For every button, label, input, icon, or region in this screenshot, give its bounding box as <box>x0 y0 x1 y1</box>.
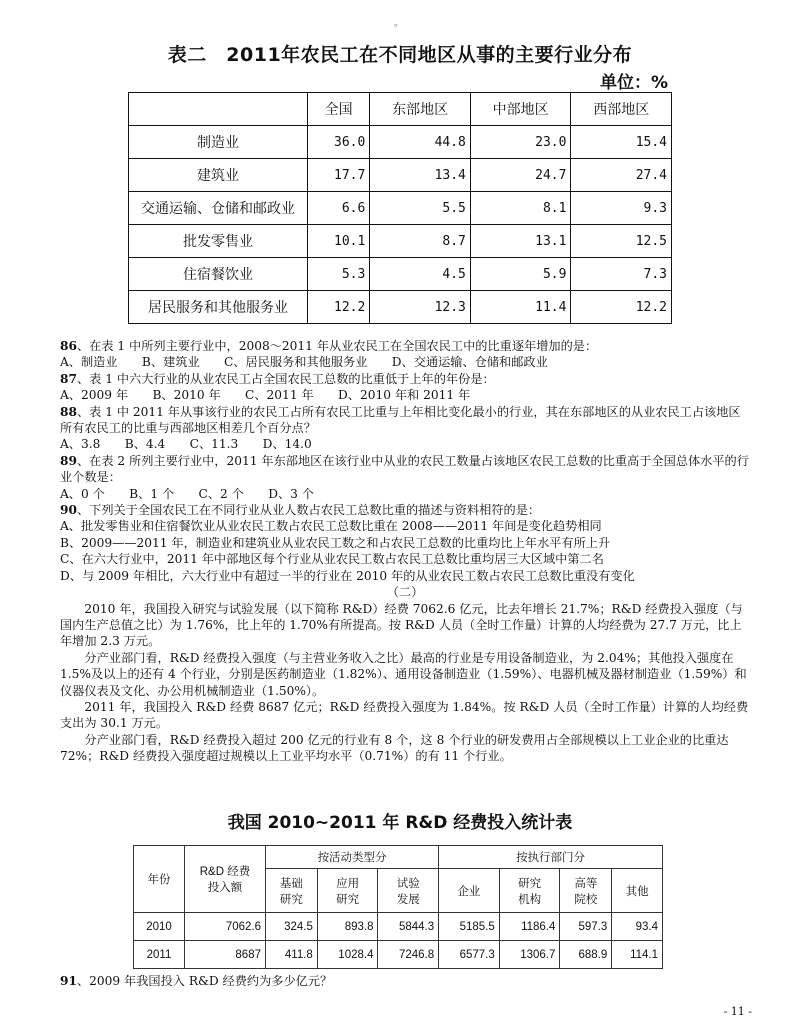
paragraph-1: 2010 年，我国投入研究与试验发展（以下简称 R&D）经费 7062.6 亿元，比去年增长 21.7%；R&D 经费投入强度（与国内生产总值之比）为 1.76%，比上年的 1.70%有所提高。按 R&D 人员（全时工作量）计算的人均经费为 27.7 万元，比上年增加 2.3 万元。 <box>60 601 743 649</box>
question-number: 88 <box>60 404 77 419</box>
cell-value: 6.6 <box>308 192 370 225</box>
table3-header-row <box>134 846 663 869</box>
table-row <box>129 126 672 159</box>
page-number: - 11 - <box>723 1005 752 1018</box>
table2-title: 表二 2011年农民工在不同地区从事的主要行业分布 <box>167 44 633 66</box>
table2-header-cell: 西部地区 <box>571 93 672 126</box>
cell-value: 7.3 <box>571 258 672 291</box>
question-option-b: B、2009——2011 年，制造业和建筑业从业农民工数之和占农民工总数的比重均比上年水平有所上升 <box>60 535 611 550</box>
cell-value: 13.1 <box>470 225 571 258</box>
question-number: 86 <box>60 339 77 353</box>
table3-subheader: 基础 研究 <box>266 869 318 913</box>
table-row <box>129 192 672 225</box>
question-text: 、在表 2 所列主要行业中，2011 年东部地区在该行业中从业的农民工数量占该地区农民工总数的比重高于全国总体水平的行业个数是： <box>60 453 749 485</box>
question-86 <box>60 338 750 354</box>
table-row <box>134 941 663 969</box>
question-options: A、0 个 B、1 个 C、2 个 D、3 个 <box>60 486 314 501</box>
cell-value: 24.7 <box>470 159 571 192</box>
question-option-a: A、批发零售业和住宿餐饮业从业农民工数占农民工总数比重在 2008——2011 年间是变化趋势相同 <box>60 519 602 534</box>
question-text: 、表 1 中六大行业的从业农民工占全国农民工总数的比重低于上年的年份是： <box>76 371 495 386</box>
cell-value: 12.2 <box>571 291 672 324</box>
question-options: A、2009 年 B、2010 年 C、2011 年 D、2010 年和 2011 年 <box>60 388 471 403</box>
paragraph-4: 分产业部门看，R&D 经费投入超过 200 亿元的行业有 8 个，这 8 个行业的研发费用占全部规模以上工业企业的比重达 72%；R&D 经费投入强度超过规模以上工业平均水平（0.71%）的有 11 个行业。 <box>60 732 729 764</box>
question-number: 90 <box>60 503 77 518</box>
cell-value: 15.4 <box>571 126 672 159</box>
question-option-c: C、在六大行业中，2011 年中部地区每个行业从业农民工数占农民工总数比重均居三大区域中第二名 <box>60 552 604 567</box>
table2-corner-cell <box>129 93 308 126</box>
row-label: 制造业 <box>129 126 308 159</box>
cell-value: 9.3 <box>571 192 672 225</box>
row-label: 住宿餐饮业 <box>129 258 308 291</box>
cell-value: 1028.4 <box>317 941 378 969</box>
question-options: A、3.8 B、4.4 C、11.3 D、14.0 <box>60 437 312 452</box>
table2-header-row <box>129 93 672 126</box>
table3-total-header: R&D 经费 投入额 <box>185 846 266 913</box>
row-year: 2010 <box>134 913 185 941</box>
cell-value: 114.1 <box>612 941 663 969</box>
question-89 <box>60 453 750 486</box>
row-label: 交通运输、仓储和邮政业 <box>129 192 308 225</box>
cell-value: 411.8 <box>266 941 318 969</box>
cell-value: 7062.6 <box>185 913 266 941</box>
question-block <box>60 338 750 765</box>
question-number: 89 <box>60 453 77 468</box>
cell-value: 1186.4 <box>499 913 560 941</box>
cell-value: 13.4 <box>370 159 471 192</box>
cell-value: 23.0 <box>470 126 571 159</box>
cell-value: 36.0 <box>308 126 370 159</box>
cell-value: 597.3 <box>560 913 612 941</box>
row-label: 居民服务和其他服务业 <box>129 291 308 324</box>
table2-unit: 单位：% <box>599 73 668 93</box>
cell-value: 8.7 <box>370 225 471 258</box>
table3-group-sector: 按执行部门分 <box>439 846 663 869</box>
question-91 <box>60 972 332 989</box>
cell-value: 688.9 <box>560 941 612 969</box>
table-row <box>129 225 672 258</box>
table3-group-activity: 按活动类型分 <box>266 846 439 869</box>
table3-subheader: 研究 机构 <box>499 869 560 913</box>
row-year: 2011 <box>134 941 185 969</box>
question-text: 、2009 年我国投入 R&D 经费约为多少亿元？ <box>76 974 333 988</box>
paragraph-3: 2011 年，我国投入 R&D 经费 8687 亿元；R&D 经费投入强度为 1.84%。按 R&D 人员（全时工作量）计算的人均经费支出为 30.1 万元。 <box>60 699 749 731</box>
question-90 <box>60 502 750 518</box>
cell-value: 5.3 <box>308 258 370 291</box>
cell-value: 11.4 <box>470 291 571 324</box>
table3-subheader: 试验 发展 <box>378 869 439 913</box>
question-text: 、在表 1 中所列主要行业中，2008～2011 年从业农民工在全国农民工中的比重逐年增加的是： <box>76 339 598 353</box>
row-label: 建筑业 <box>129 159 308 192</box>
question-number: 91 <box>60 974 77 988</box>
table2 <box>128 92 672 324</box>
paragraph-2: 分产业部门看，R&D 经费投入强度（与主营业务收入之比）最高的行业是专用设备制造业，为 2.04%；其他投入强度在 1.5%及以上的还有 4 个行业，分别是医药制造业（1.82%）、通用设备制造业（1.59%）、电器机械及器材制造业（1.59%）和仪器仪表及文化、办公用机械制造业（1.50%）。 <box>60 650 747 698</box>
table-row <box>129 291 672 324</box>
cell-value: 893.8 <box>317 913 378 941</box>
cell-value: 10.1 <box>308 225 370 258</box>
question-text: 、表 1 中 2011 年从事该行业的农民工占所有农民工比重与上年相比变化最小的行业，其在东部地区的从业农民工占该地区所有农民工的比重与西部地区相差几个百分点？ <box>60 404 741 436</box>
question-option-d: D、与 2009 年相比，六大行业中有超过一半的行业在 2010 年的从业农民工数占农民工总数比重没有变化 <box>60 568 635 583</box>
question-number: 87 <box>60 371 77 386</box>
table2-header-cell: 东部地区 <box>370 93 471 126</box>
table3-subheader: 高等 院校 <box>560 869 612 913</box>
table-row <box>129 159 672 192</box>
cell-value: 4.5 <box>370 258 471 291</box>
cell-value: 12.5 <box>571 225 672 258</box>
cell-value: 44.8 <box>370 126 471 159</box>
cell-value: 5.9 <box>470 258 571 291</box>
table-row <box>134 913 663 941</box>
cell-value: 5185.5 <box>439 913 500 941</box>
cell-value: 324.5 <box>266 913 318 941</box>
table3-year-header: 年份 <box>134 846 185 913</box>
table3-title: 我国 2010~2011 年 R&D 经费投入统计表 <box>227 813 573 833</box>
cell-value: 5844.3 <box>378 913 439 941</box>
question-options: A、制造业 B、建筑业 C、居民服务和其他服务业 D、交通运输、仓储和邮政业 <box>60 355 548 370</box>
question-87 <box>60 371 750 387</box>
question-88 <box>60 404 750 437</box>
table-row <box>129 258 672 291</box>
question-text: 、下列关于全国农民工在不同行业从业人数占农民工总数比重的描述与资料相符的是： <box>76 503 541 518</box>
cell-value: 12.2 <box>308 291 370 324</box>
cell-value: 27.4 <box>571 159 672 192</box>
cell-value: 8687 <box>185 941 266 969</box>
cell-value: 93.4 <box>612 913 663 941</box>
table2-header-cell: 中部地区 <box>470 93 571 126</box>
cell-value: 12.3 <box>370 291 471 324</box>
table2-header-cell: 全国 <box>308 93 370 126</box>
table3-subheader: 企业 <box>439 869 500 913</box>
cell-value: 5.5 <box>370 192 471 225</box>
section-heading: （二） <box>386 585 424 600</box>
cell-value: 1306.7 <box>499 941 560 969</box>
cell-value: 17.7 <box>308 159 370 192</box>
cell-value: 7246.8 <box>378 941 439 969</box>
table3-subheader: 应用 研究 <box>317 869 378 913</box>
table3 <box>133 845 663 969</box>
page-dot: 。 <box>394 18 404 29</box>
cell-value: 8.1 <box>470 192 571 225</box>
cell-value: 6577.3 <box>439 941 500 969</box>
table3-subheader: 其他 <box>612 869 663 913</box>
row-label: 批发零售业 <box>129 225 308 258</box>
